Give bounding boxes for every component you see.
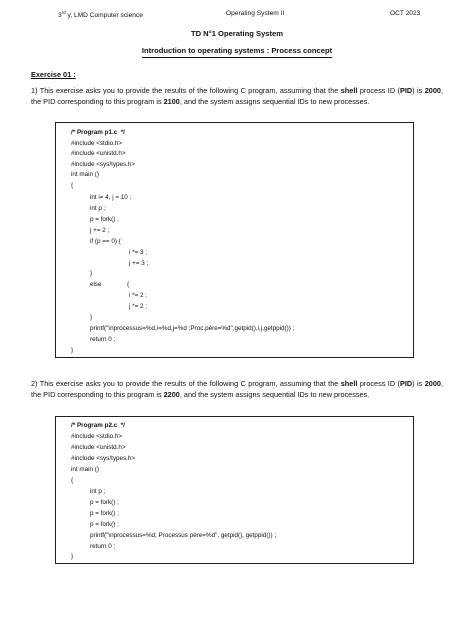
document-subtitle: Introduction to operating systems : Process concept [0, 46, 474, 55]
code-line: else [90, 281, 102, 288]
code-line: i *= 2 ; [129, 292, 148, 299]
question-1-text: 1) This exercise asks you to provide the results of the following C program, assuming that the shell process ID (PID) is 2000, the PID corresponding to this program is 2100, and the system assigns sequential IDs to new processes. [31, 86, 443, 106]
code-line: /* Program p2.c */ [71, 422, 125, 429]
code-line: if (p == 0) { [90, 238, 121, 245]
program-1-code-box [55, 122, 414, 358]
code-line: #include <unistd.h> [71, 444, 126, 451]
code-line: #include <stdio.h> [71, 139, 123, 147]
code-line: return 0 ; [90, 543, 116, 550]
header-subject: Operating System II [226, 10, 285, 17]
code-line: int main () [71, 466, 99, 473]
code-line: #include <unistd.h> [71, 150, 126, 157]
code-line: j *= 2 ; [129, 303, 148, 310]
code-line: #include <sys/types.h> [71, 160, 136, 168]
code-line: #include <sys/types.h> [71, 455, 136, 462]
exercise-heading: Exercise 01 : [31, 70, 76, 79]
program-2-code-box [55, 416, 414, 564]
code-line: return 0 ; [90, 336, 116, 343]
code-line: printf("\nprocessus=%d; Processus père=%d", getpid(), getppid()) ; [90, 532, 277, 539]
code-line: { [71, 477, 74, 484]
code-line: p = fork() ; [90, 216, 119, 223]
code-line: /* Program p1.c */ [71, 129, 125, 136]
code-line: i *= 3 ; [129, 249, 148, 256]
code-line: j += 2 ; [90, 227, 110, 234]
header-date: OCT 2023 [390, 10, 421, 17]
code-line: } [71, 347, 74, 354]
code-line: { [127, 281, 130, 288]
document-title: TD N°1 Operating System [190, 29, 284, 38]
code-line: } [71, 553, 74, 560]
question-2-text: 2) This exercise asks you to provide the results of the following C program, assuming that the shell process ID (PID) is 2000, the PID corresponding to this program is 2200, and the system assigns sequential IDs to new processes. [31, 379, 443, 399]
code-line: int p ; [90, 488, 106, 495]
code-line: } [90, 314, 93, 321]
code-line: } [90, 270, 93, 277]
code-line: { [71, 182, 74, 189]
header-course: 3rd y, LMD Computer science [58, 10, 143, 20]
code-line: #include <stdio.h> [71, 433, 123, 440]
code-line: int i= 4, j = 10 ; [90, 194, 132, 201]
code-line: int p ; [90, 205, 106, 212]
code-line: j += 3 ; [129, 259, 149, 267]
code-line: p = fork() ; [90, 510, 119, 517]
code-line: p = fork() ; [90, 499, 119, 506]
code-line: printf("\nprocessus=%d,i=%d,j=%d ;Proc.père=%d",getpid(),i,j,getppid()) ; [90, 325, 295, 332]
code-line: p = fork() ; [90, 521, 119, 528]
code-line: int main () [71, 171, 99, 178]
